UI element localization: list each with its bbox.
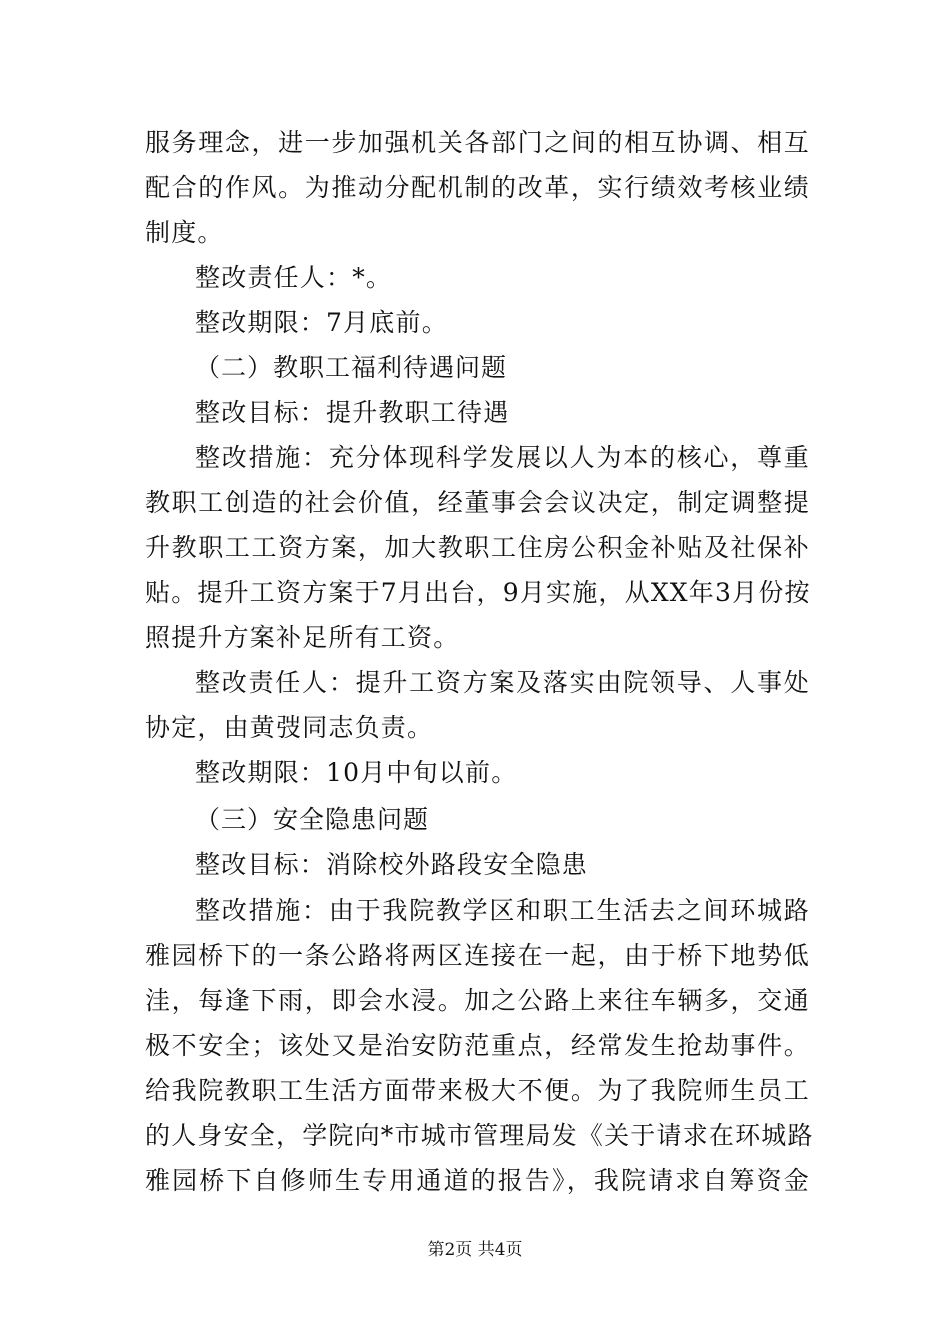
- deadline: 整改期限：7月底前。: [195, 308, 448, 337]
- goal: 整改目标：消除校外路段安全隐患: [195, 850, 589, 879]
- paragraph-line: 制度。: [145, 218, 224, 247]
- goal: 整改目标：提升教职工待遇: [195, 398, 510, 427]
- paragraph-line: 给我院教职工生活方面带来极大不便。为了我院师生员工: [145, 1076, 810, 1105]
- paragraph-line: 升教职工工资方案，加大教职工住房公积金补贴及社保补: [145, 533, 810, 562]
- paragraph-line: 整改责任人：提升工资方案及落实由院领导、人事处: [195, 668, 810, 697]
- paragraph-line: 照提升方案补足所有工资。: [145, 623, 460, 652]
- paragraph-line: 整改措施：充分体现科学发展以人为本的核心，尊重: [195, 443, 810, 472]
- paragraph-line: 的人身安全，学院向*市城市管理局发《关于请求在环城路: [145, 1121, 814, 1150]
- paragraph-line: 雅园桥下的一条公路将两区连接在一起，由于桥下地势低: [145, 941, 810, 970]
- page-number-footer: 第2页 共4页: [427, 1240, 523, 1260]
- paragraph-line: 雅园桥下自修师生专用通道的报告》，我院请求自筹资金: [145, 1166, 810, 1195]
- paragraph-line: 极不安全；该处又是治安防范重点，经常发生抢劫事件。: [145, 1031, 810, 1060]
- section-heading: （二）教职工福利待遇问题: [195, 353, 508, 382]
- paragraph-line: 协定，由黄弢同志负责。: [145, 713, 434, 742]
- paragraph-line: 洼，每逢下雨，即会水浸。加之公路上来往车辆多，交通: [145, 986, 810, 1015]
- paragraph-line: 服务理念，进一步加强机关各部门之间的相互协调、相互: [145, 128, 810, 157]
- paragraph-line: 整改措施：由于我院教学区和职工生活去之间环城路: [195, 896, 810, 925]
- responsible-person: 整改责任人：*。: [195, 263, 393, 292]
- paragraph-line: 配合的作风。为推动分配机制的改革，实行绩效考核业绩: [145, 173, 810, 202]
- paragraph-line: 教职工创造的社会价值，经董事会会议决定，制定调整提: [145, 488, 810, 517]
- section-heading: （三）安全隐患问题: [195, 805, 430, 834]
- paragraph-line: 贴。提升工资方案于7月出台，9月实施，从XX年3月份按: [145, 578, 811, 607]
- deadline: 整改期限：10月中旬以前。: [195, 758, 518, 787]
